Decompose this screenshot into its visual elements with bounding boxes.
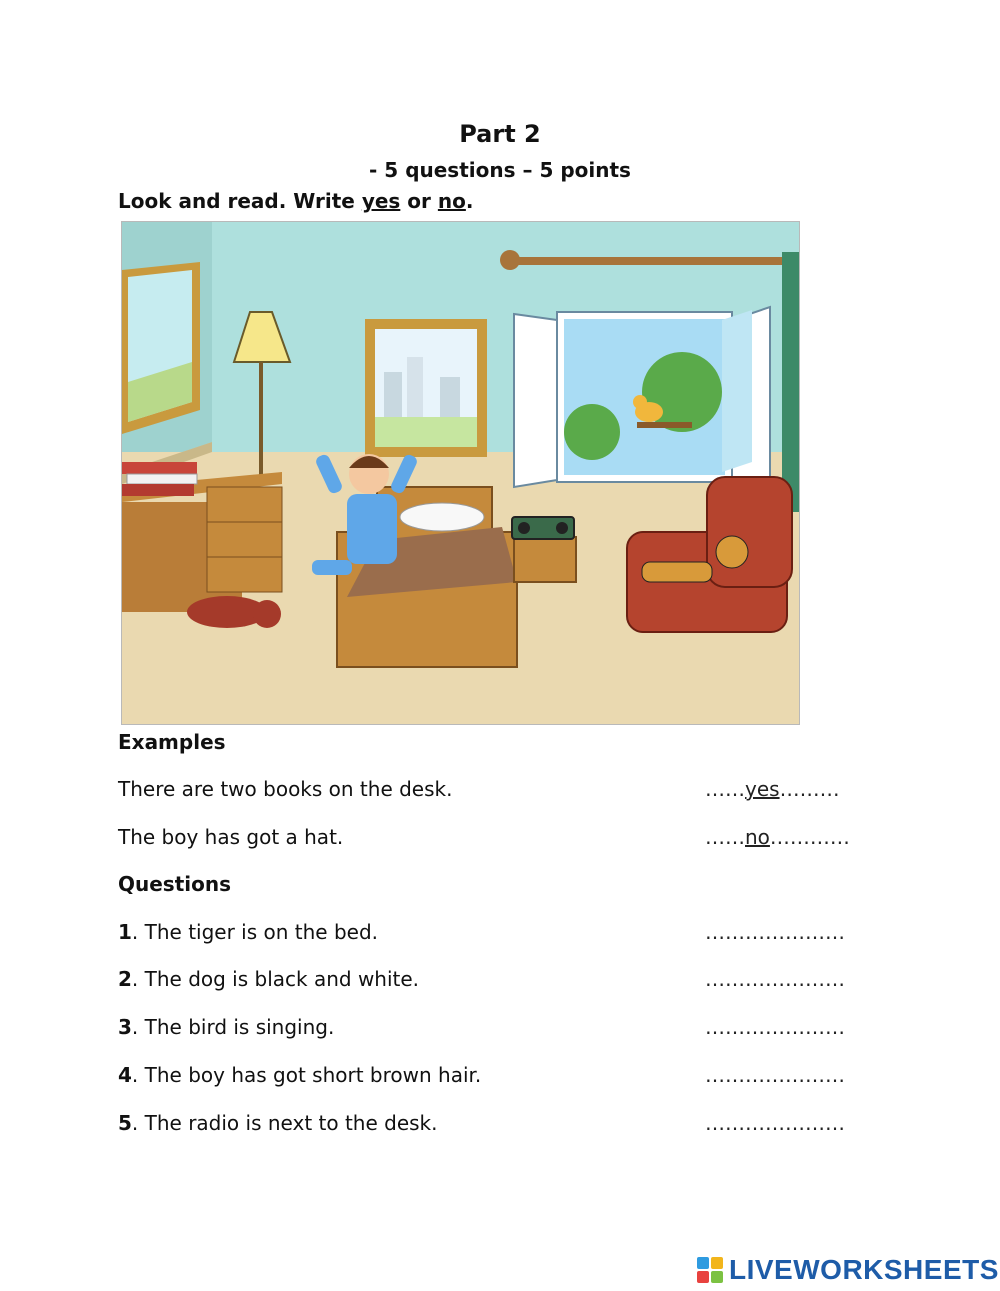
example-text-1: There are two books on the desk. [118,777,453,801]
liveworksheets-logo[interactable] [697,1254,999,1286]
question-number: 4 [118,1063,132,1087]
page-subtitle: - 5 questions – 5 points [369,158,631,182]
question-number: 3 [118,1015,132,1039]
question-text: . The tiger is on the bed. [131,920,379,944]
brand-name: LIVEWORKSHEETS [729,1254,999,1285]
answer-blank-3[interactable]: ………………… [705,1015,845,1039]
examples-heading: Examples [118,730,226,754]
answer-value: no [745,825,770,849]
instruction-yes: yes [361,189,401,213]
answer-value: yes [745,777,780,801]
example-answer-2 [705,825,850,849]
question-text: . The boy has got short brown hair. [131,1063,482,1087]
question-number: 5 [118,1111,132,1135]
dots: ……… [779,777,840,801]
bedroom-illustration [121,221,800,725]
logo-square [711,1271,723,1283]
answer-blank-4[interactable]: ………………… [705,1063,845,1087]
dots: ………… [769,825,850,849]
answer-blank-5[interactable]: ………………… [705,1111,845,1135]
dots: …… [705,777,745,801]
instruction-mid: or [400,189,438,213]
instruction-no: no [437,189,466,213]
question-number: 2 [118,967,132,991]
dots: …… [705,825,745,849]
answer-blank-1[interactable]: ………………… [705,920,845,944]
question-text: . The bird is singing. [131,1015,335,1039]
example-answer-1 [705,777,840,801]
answer-blank-2[interactable]: ………………… [705,967,845,991]
question-text: . The radio is next to the desk. [131,1111,438,1135]
logo-square [711,1257,723,1269]
logo-square [697,1271,709,1283]
instruction-pre: Look and read. Write [118,189,362,213]
instruction [118,189,473,213]
questions-heading: Questions [118,872,232,896]
logo-icon [697,1257,723,1283]
question-text: . The dog is black and white. [131,967,420,991]
question-number: 1 [118,920,132,944]
logo-square [697,1257,709,1269]
page-title: Part 2 [459,120,541,148]
example-text-2: The boy has got a hat. [118,825,344,849]
instruction-post: . [465,189,474,213]
